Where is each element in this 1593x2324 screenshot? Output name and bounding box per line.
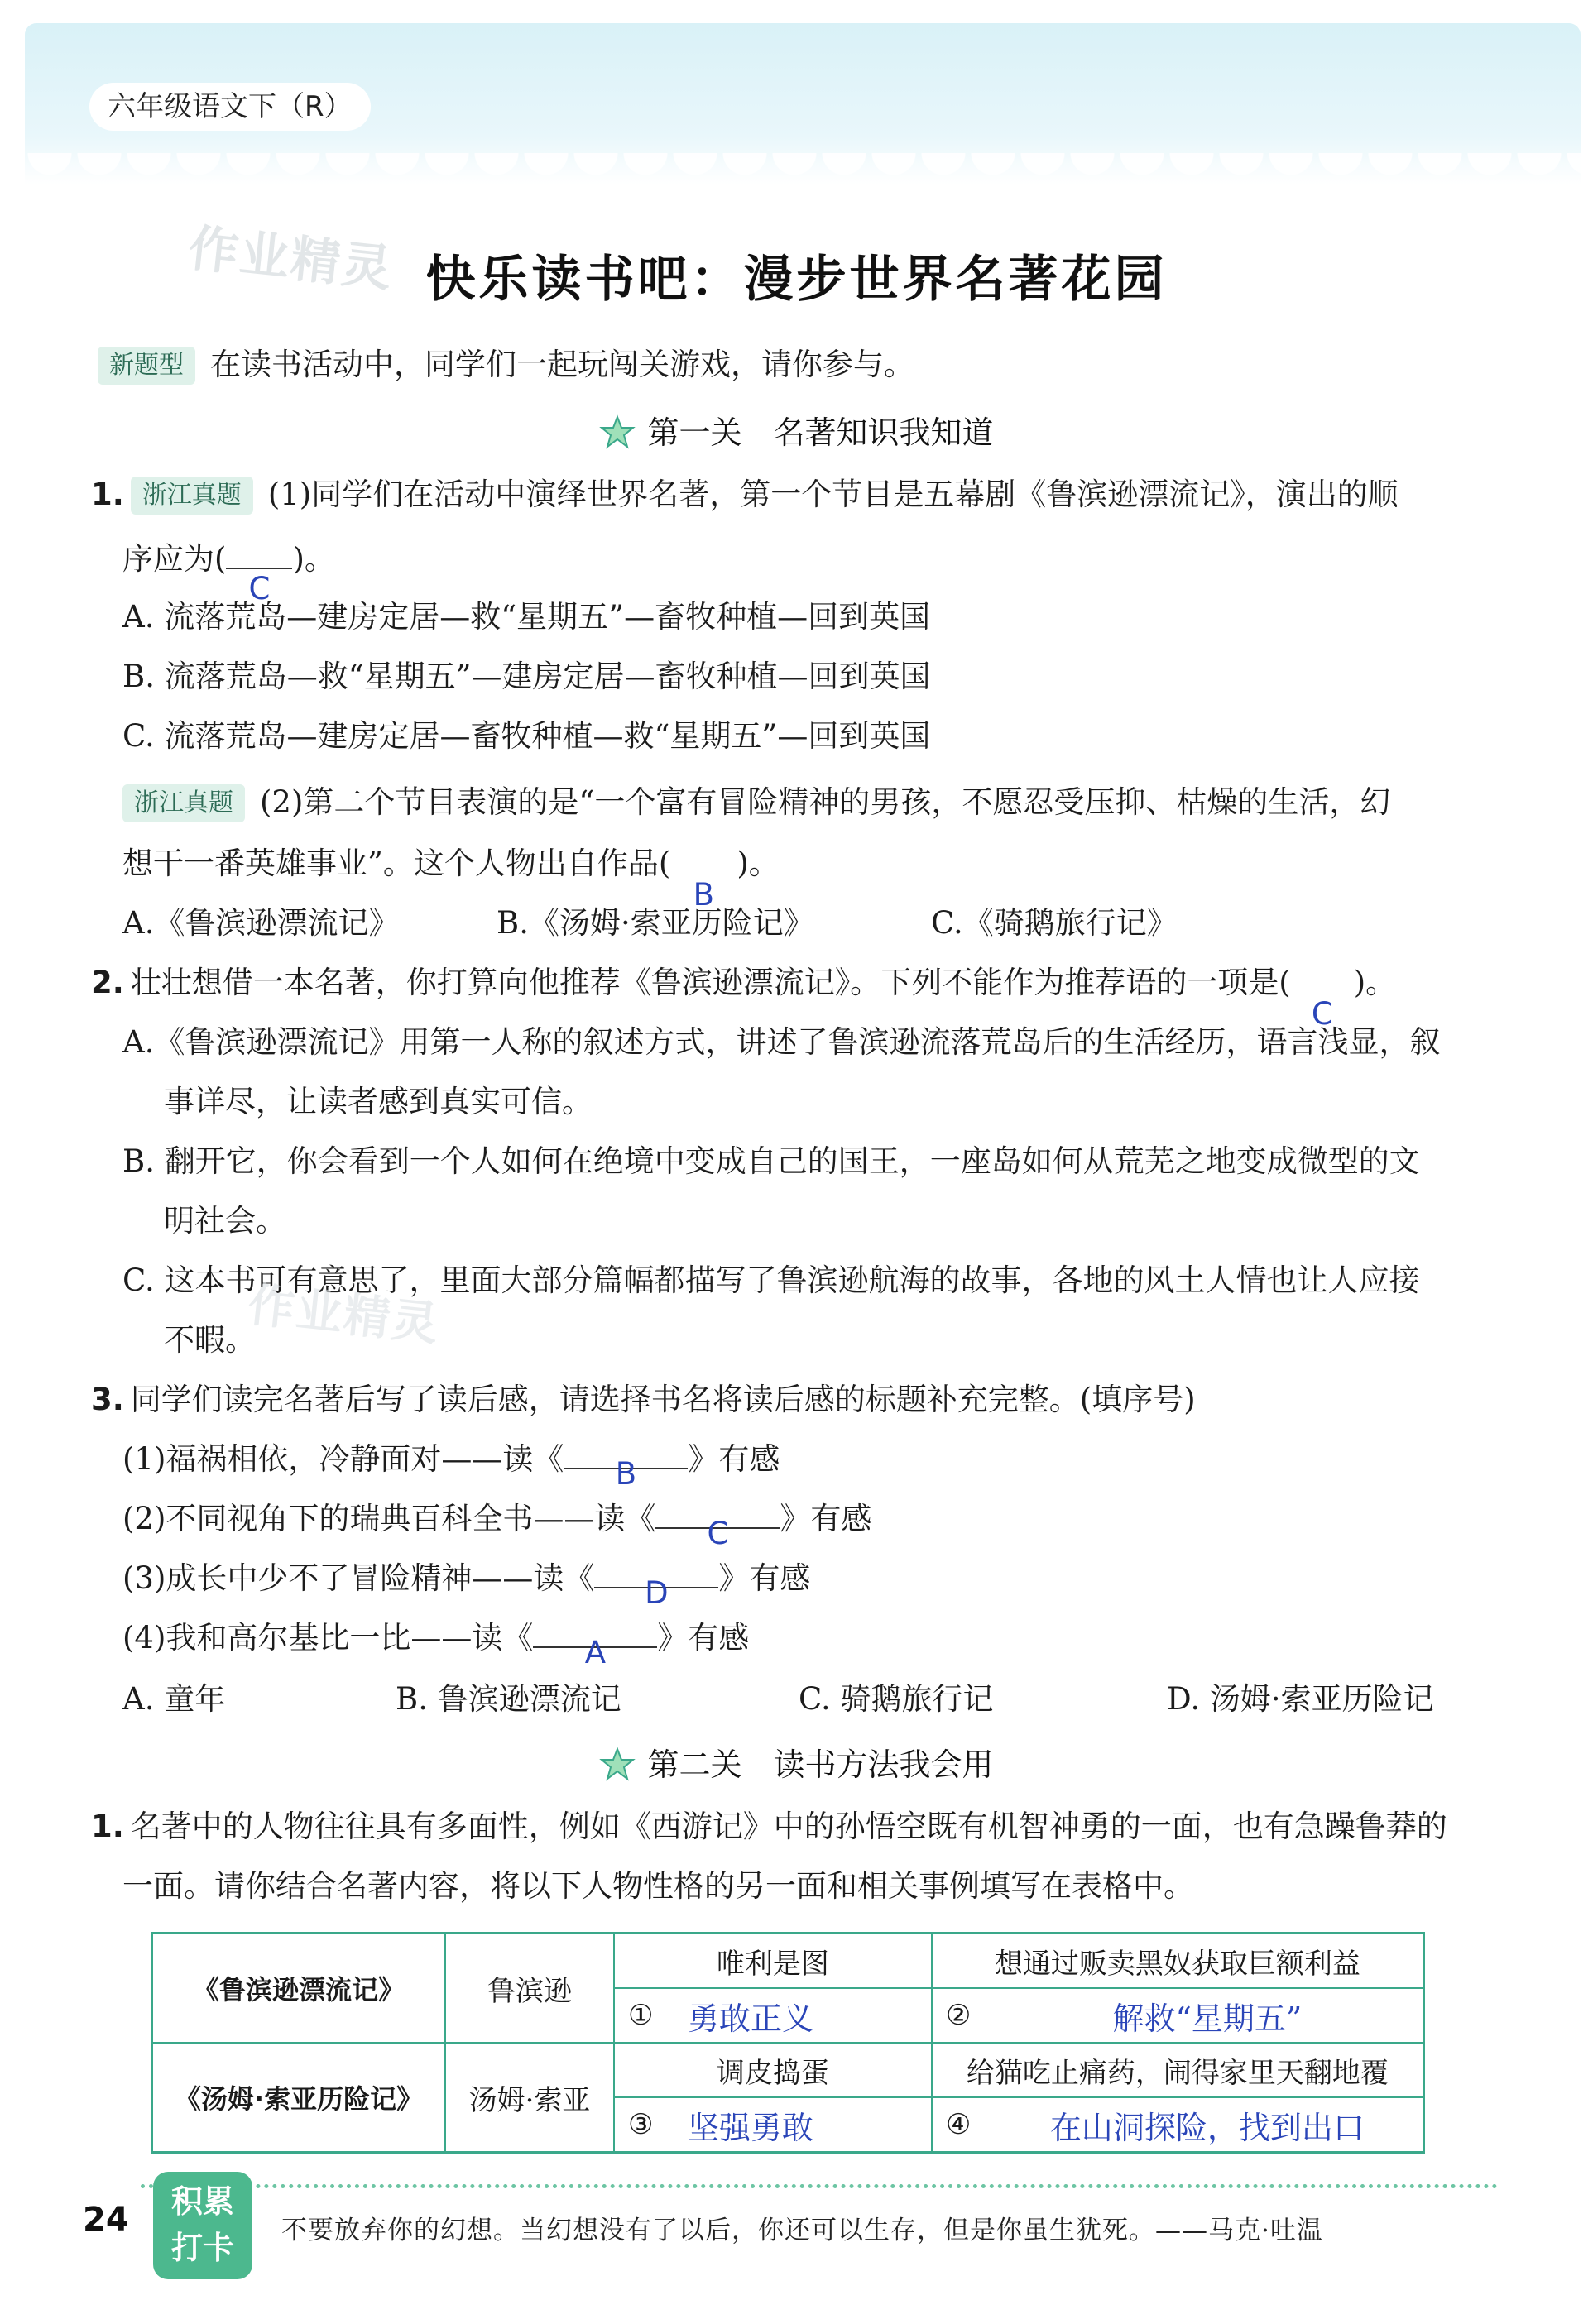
star-icon xyxy=(599,414,636,450)
option-b: B. 流落荒岛—救“星期五”—建房定居—畜牧种植—回到英国 xyxy=(122,659,931,694)
option-c: C. 流落荒岛—建房定居—畜牧种植—救“星期五”—回到英国 xyxy=(122,718,931,754)
answer-text: 在山洞探险，找到出口 xyxy=(1049,2109,1365,2146)
answer-blank[interactable] xyxy=(533,1635,657,1670)
section-heading-1-text: 第一关 名著知识我知道 xyxy=(647,414,994,451)
q1-p2-option-b: B.《汤姆·索亚历险记》 xyxy=(497,905,814,941)
trait-given-cell: 调皮捣蛋 xyxy=(614,2043,932,2097)
character-table xyxy=(151,1932,1425,2154)
badge-line-2: 打卡 xyxy=(170,2230,234,2266)
person-cell: 汤姆·索亚 xyxy=(445,2043,614,2153)
checkin-badge xyxy=(153,2172,252,2279)
q2-option-c-line1: C. 这本书可有意思了，里面大部分篇幅都描写了鲁滨逊航海的故事，各地的风土人情也让人应接 xyxy=(122,1263,1420,1298)
q3-option-c: C. 骑鹅旅行记 xyxy=(799,1681,994,1717)
section-heading-1 xyxy=(0,407,1593,453)
q2-option-a-line2: 事详尽，让读者感到真实可信。 xyxy=(164,1084,593,1119)
person-cell: 鲁滨逊 xyxy=(445,1933,614,2044)
q3-option-b: B. 鲁滨逊漂流记 xyxy=(396,1681,621,1717)
book-cell: 《鲁滨逊漂流记》 xyxy=(152,1933,446,2044)
q1-p2-option-c: C.《骑鹅旅行记》 xyxy=(931,905,1178,941)
answer-text: 勇敢正义 xyxy=(688,2000,814,2037)
answer-text: C xyxy=(707,1516,729,1551)
table-row xyxy=(152,1933,1424,1989)
q3-item-post: 》有感 xyxy=(657,1620,750,1656)
q3-stem-text: 同学们读完名著后写了读后感，请选择书名将读后感的标题补充完整。(填序号) xyxy=(130,1382,1196,1417)
trait-number: ③ xyxy=(614,2097,674,2153)
option-a: A. 流落荒岛—建房定居—救“星期五”—畜牧种植—回到英国 xyxy=(122,599,931,635)
question-number: 2. xyxy=(91,965,124,1000)
q2-stem-post: )。 xyxy=(1353,965,1397,1000)
event-number: ② xyxy=(932,1988,992,2043)
intro-line xyxy=(98,343,914,386)
q3-item-post: 》有感 xyxy=(718,1560,811,1596)
q3-item-2 xyxy=(122,1497,872,1551)
event-answer-cell[interactable] xyxy=(992,1988,1424,2043)
q4-line1 xyxy=(91,1805,1447,1848)
q3-item-post: 》有感 xyxy=(780,1501,872,1536)
answer-blank[interactable] xyxy=(594,1575,718,1611)
trait-number: ① xyxy=(614,1988,674,2043)
q3-item-1 xyxy=(122,1438,780,1492)
answer-blank[interactable] xyxy=(226,568,292,606)
q2-option-a-line1: A.《鲁滨逊漂流记》用第一人称的叙述方式，讲述了鲁滨逊流落荒岛后的生活经历，语言浅显，叙 xyxy=(122,1024,1441,1060)
q3-stem xyxy=(91,1378,1196,1421)
q3-item-pre: (3)成长中少不了冒险精神——读《 xyxy=(122,1560,595,1596)
q1-p2-option-a: A.《鲁滨逊漂流记》 xyxy=(122,905,400,941)
q3-item-pre: (4)我和高尔基比一比——读《 xyxy=(122,1620,534,1656)
zhejiang-tag: 浙江真题 xyxy=(122,784,245,822)
table-row xyxy=(152,2043,1424,2097)
q1-p1-post: )。 xyxy=(292,541,335,577)
badge-line-1: 积累 xyxy=(170,2183,234,2220)
page-title: 快乐读书吧：漫步世界名著花园 xyxy=(425,251,1168,309)
watermark: 作业精灵 xyxy=(245,1278,443,1352)
book-cell: 《汤姆·索亚历险记》 xyxy=(152,2043,446,2153)
answer-text: A xyxy=(584,1635,607,1670)
answer-blank[interactable] xyxy=(564,1456,688,1492)
intro-text: 在读书活动中，同学们一起玩闯关游戏，请你参与。 xyxy=(210,347,914,382)
answer-text: B xyxy=(693,877,715,913)
q3-item-pre: (2)不同视角下的瑞典百科全书——读《 xyxy=(122,1501,656,1536)
event-number: ④ xyxy=(932,2097,992,2153)
q3-item-post: 》有感 xyxy=(688,1441,780,1477)
q3-item-pre: (1)福祸相依，冷静面对——读《 xyxy=(122,1441,564,1477)
q1-line2 xyxy=(122,538,335,606)
trait-answer-cell[interactable] xyxy=(674,1988,932,2043)
q1-line1 xyxy=(91,473,1399,516)
page-number: 24 xyxy=(83,2201,129,2239)
q1-p2-line2 xyxy=(122,842,780,913)
q3-item-3 xyxy=(122,1557,811,1611)
q2-stem xyxy=(91,961,1397,1032)
answer-text: 解救“星期五” xyxy=(1112,2000,1303,2037)
new-type-tag: 新题型 xyxy=(98,347,195,385)
q3-option-d: D. 汤姆·索亚历险记 xyxy=(1167,1681,1434,1717)
section-heading-2 xyxy=(0,1739,1593,1785)
grade-label: 六年级语文下（R） xyxy=(89,83,371,131)
watermark: 作业精灵 xyxy=(185,219,396,299)
q2-option-b-line2: 明社会。 xyxy=(164,1203,286,1239)
footer-quote: 不要放弃你的幻想。当幻想没有了以后，你还可以生存，但是你虽生犹死。——马克·吐温 xyxy=(281,2216,1323,2245)
q2-stem-pre: 壮壮想借一本名著，你打算向他推荐《鲁滨逊漂流记》。下列不能作为推荐语的一项是( xyxy=(130,965,1291,1000)
zhejiang-tag: 浙江真题 xyxy=(131,477,253,515)
q2-option-c-line2: 不暇。 xyxy=(164,1322,256,1358)
question-number: 3. xyxy=(91,1382,124,1417)
q3-item-4 xyxy=(122,1617,750,1670)
star-icon xyxy=(599,1746,636,1782)
question-number: 1. xyxy=(91,477,124,512)
answer-blank[interactable] xyxy=(655,1516,780,1551)
trait-given-cell: 唯利是图 xyxy=(614,1933,932,1989)
answer-text: D xyxy=(645,1575,669,1611)
q1-p2-pre: 想干一番英雄事业”。这个人物出自作品( xyxy=(122,846,671,881)
answer-text: C xyxy=(248,571,271,606)
q1-p2-line1 xyxy=(122,781,1390,824)
q4-text-1: 名著中的人物往往具有多面性，例如《西游记》中的孙悟空既有机智神勇的一面，也有急躁鲁莽的 xyxy=(130,1809,1447,1844)
q1-p1-text: (1)同学们在活动中演绎世界名著，第一个节目是五幕剧《鲁滨逊漂流记》，演出的顺 xyxy=(267,477,1399,512)
event-given-cell: 想通过贩卖黑奴获取巨额利益 xyxy=(932,1933,1424,1989)
q2-option-b-line1: B. 翻开它，你会看到一个人如何在绝境中变成自己的国王，一座岛如何从荒芜之地变成微型的文 xyxy=(122,1143,1420,1179)
q4-line2: 一面。请你结合名著内容，将以下人物性格的另一面和相关事例填写在表格中。 xyxy=(122,1868,1194,1904)
trait-answer-cell[interactable] xyxy=(674,2097,932,2153)
event-given-cell: 给猫吃止痛药，闹得家里天翻地覆 xyxy=(932,2043,1424,2097)
q1-p2-text: (2)第二个节目表演的是“一个富有冒险精神的男孩，不愿忍受压抑、枯燥的生活，幻 xyxy=(260,784,1391,820)
event-answer-cell[interactable] xyxy=(992,2097,1424,2153)
footer-divider xyxy=(141,2184,1498,2188)
answer-text: 坚强勇敢 xyxy=(688,2109,814,2146)
answer-text: C xyxy=(1311,996,1333,1032)
answer-text: B xyxy=(615,1456,637,1492)
q1-p1-pre: 序应为( xyxy=(122,541,227,577)
section-heading-2-text: 第二关 读书方法我会用 xyxy=(647,1747,994,1783)
q1-p2-post: )。 xyxy=(737,846,780,881)
question-number: 1. xyxy=(91,1809,124,1844)
q3-option-a: A. 童年 xyxy=(122,1681,226,1717)
